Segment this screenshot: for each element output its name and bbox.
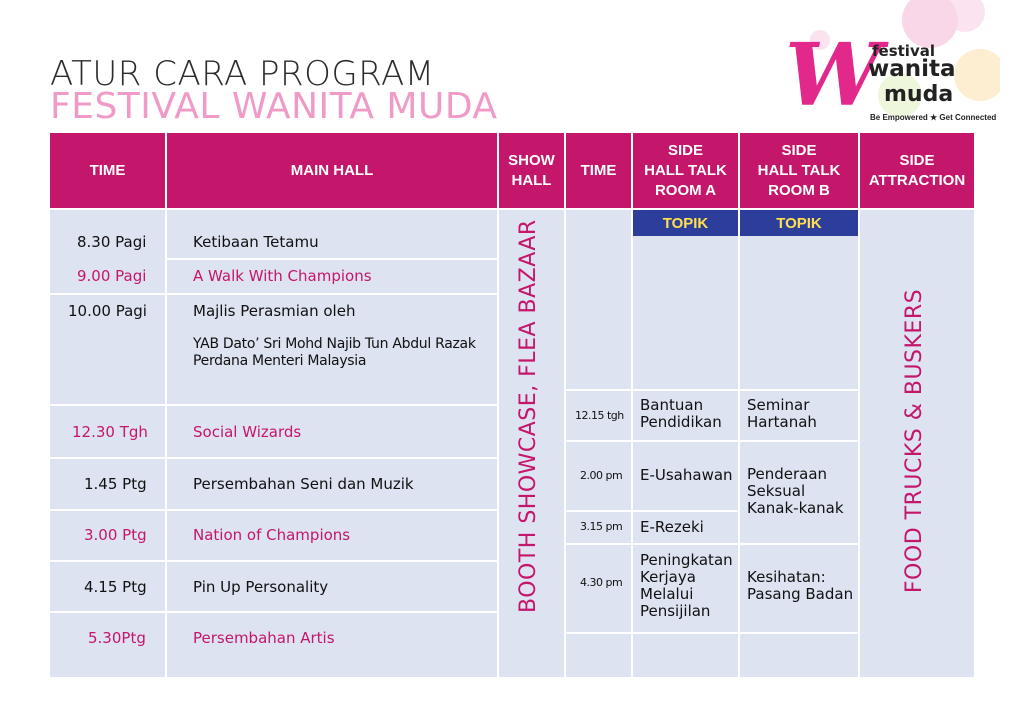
time-cell: 10.00 Pagi [68,302,147,320]
col-time-side [566,210,631,677]
header-side-hall-b: SIDE HALL TALK ROOM B [740,133,858,208]
room-a-topic: Bantuan Pendidikan [640,396,722,431]
room-a-topic: Peningkatan Kerjaya Melalui Pensijilan [640,551,733,620]
time-cell: 5.30Ptg [88,629,146,647]
header-time: TIME [50,133,165,208]
header-side-hall-a: SIDE HALL TALK ROOM A [633,133,738,208]
event-detail: YAB Dato’ Sri Mohd Najib Tun Abdul Razak [193,336,476,352]
logo-word-festival: festival [872,42,935,60]
side-row-divider [566,440,858,442]
svg-text:W: W [785,25,882,126]
side-time-cell: 12.15 tgh [575,409,624,422]
event-detail: Perdana Menteri Malaysia [193,353,367,369]
row-divider [167,258,497,260]
time-cell: 1.45 Ptg [84,475,147,493]
festival-logo [780,0,1000,128]
side-row-divider [566,389,858,391]
row-divider [50,611,497,613]
topik-badge-room-a: TOPIK [633,210,738,236]
header-side-attraction: SIDE ATTRACTION [860,133,974,208]
event-cell: Social Wizards [193,423,302,441]
room-b-topic: Kesihatan: Pasang Badan [747,568,854,603]
row-divider [50,404,497,406]
logo-tagline: Be Empowered ★ Get Connected [870,113,997,122]
side-attraction-label: FOOD TRUCKS & BUSKERS [902,288,927,594]
event-cell: Pin Up Personality [193,578,329,596]
col-room-b [740,210,858,677]
side-row-divider [566,510,738,512]
time-cell: 9.00 Pagi [77,267,147,285]
page-subtitle: FESTIVAL WANITA MUDA [50,86,498,127]
room-a-topic: E-Usahawan [640,466,733,484]
time-cell: 3.00 Ptg [84,526,147,544]
event-cell: Persembahan Artis [193,629,335,647]
row-divider [50,293,497,295]
event-cell: Ketibaan Tetamu [193,233,319,251]
event-cell: Persembahan Seni dan Muzik [193,475,414,493]
room-b-topic: Seminar Hartanah [747,396,817,431]
event-cell: A Walk With Champions [193,267,372,285]
side-time-cell: 4.30 pm [580,576,623,589]
time-cell: 12.30 Tgh [72,423,148,441]
row-divider [50,509,497,511]
time-cell: 8.30 Pagi [77,233,147,251]
logo-word-muda: muda [884,82,954,107]
side-time-cell: 3.15 pm [580,520,623,533]
logo-word-wanita: wanita [868,56,956,82]
topik-badge-room-b: TOPIK [740,210,858,236]
header-main-hall: MAIN HALL [167,133,497,208]
header-show-hall: SHOW HALL [499,133,564,208]
event-cell: Nation of Champions [193,526,351,544]
row-divider [50,560,497,562]
side-row-divider [566,632,858,634]
row-divider [50,457,497,459]
header-time-side: TIME [566,133,631,208]
side-time-cell: 2.00 pm [580,469,623,482]
page-title: ATUR CARA PROGRAM [50,54,435,94]
room-b-topic: Penderaan Seksual Kanak-kanak [747,465,844,517]
time-cell: 4.15 Ptg [84,578,147,596]
show-hall-label: BOOTH SHOWCASE, FLEA BAZAAR [516,219,541,613]
room-a-topic: E-Rezeki [640,518,704,536]
event-cell: Majlis Perasmian oleh [193,302,356,320]
side-row-divider [566,543,858,545]
